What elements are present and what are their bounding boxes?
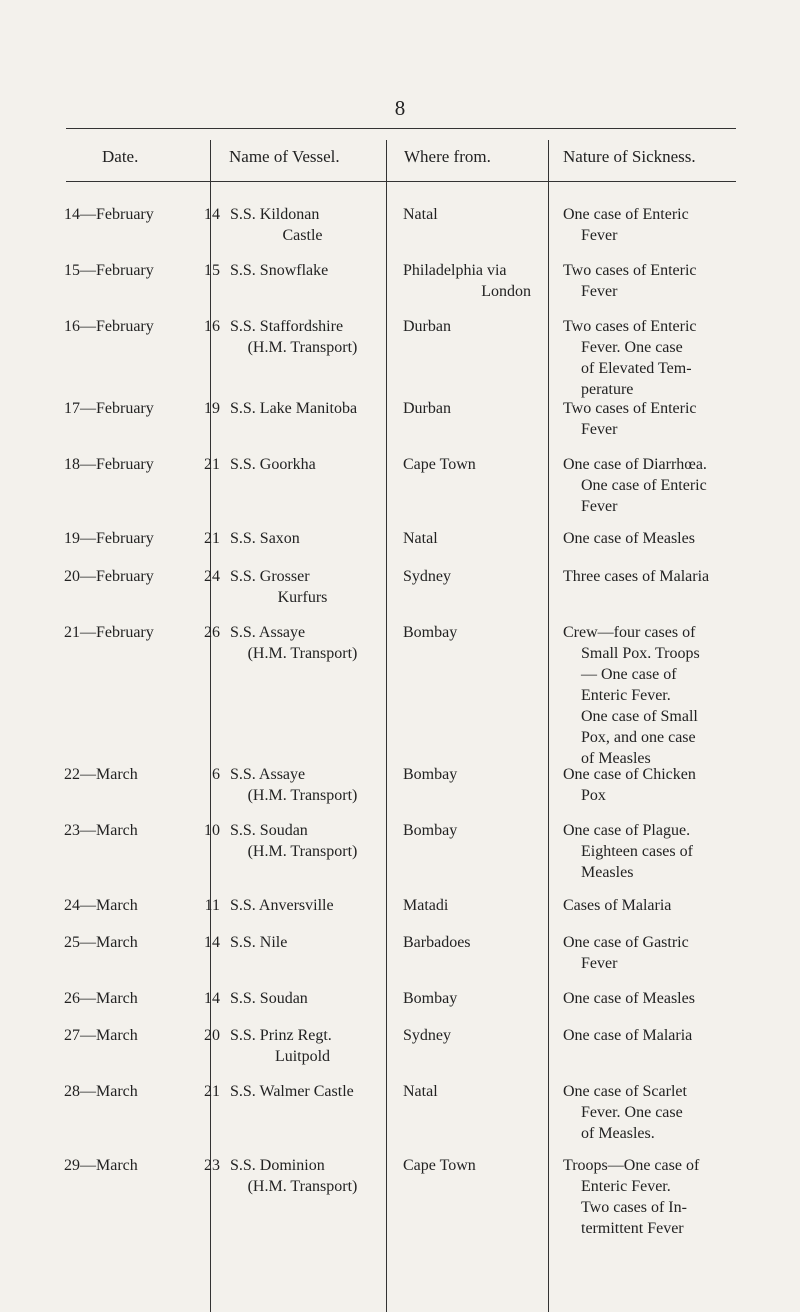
vessel-cell [230, 820, 375, 862]
sickness-line: Measles [581, 864, 634, 881]
sickness-line: Pox, and one case [581, 729, 696, 746]
day-cell: 21 [204, 1083, 220, 1100]
vessel-line: S.S. Assaye [230, 766, 306, 783]
vessel-cell [230, 622, 375, 664]
sickness-line: Enteric Fever. [581, 687, 671, 704]
origin-cell [403, 988, 531, 1009]
sickness-cell [563, 528, 741, 549]
sickness-line: Two cases of Enteric [563, 262, 697, 279]
origin-cell [403, 1025, 531, 1046]
vessel-line: S.S. Snowflake [230, 262, 329, 279]
header-top-rule [66, 128, 736, 129]
vessel-line: S.S. Soudan [230, 990, 308, 1007]
sickness-cell [563, 622, 741, 769]
day-cell: 14 [204, 934, 220, 951]
sickness-line: termittent Fever [581, 1220, 684, 1237]
sickness-line: One case of Diarrhœa. [563, 456, 707, 473]
sickness-cell [563, 820, 741, 883]
sickness-cell [563, 932, 741, 974]
sickness-line: of Elevated Tem- [581, 360, 692, 377]
date-cell: 21—February [64, 624, 154, 641]
origin-line: Natal [403, 1083, 438, 1100]
sickness-line: Enteric Fever. [581, 1178, 671, 1195]
origin-cell [403, 398, 531, 419]
vessel-line: S.S. Goorkha [230, 456, 316, 473]
day-cell: 10 [204, 822, 220, 839]
origin-cell [403, 622, 531, 643]
day-cell: 6 [212, 766, 220, 783]
vessel-line: S.S. Grosser [230, 568, 310, 585]
vessel-line: S.S. Kildonan [230, 206, 320, 223]
sickness-line: Fever. One case [581, 339, 683, 356]
vessel-cell [230, 260, 375, 281]
column-divider-2 [386, 140, 387, 1312]
sickness-line: Two cases of Enteric [563, 318, 697, 335]
date-cell: 25—March [64, 934, 138, 951]
date-cell: 23—March [64, 822, 138, 839]
vessel-cell [230, 988, 375, 1009]
origin-line: Cape Town [403, 456, 476, 473]
origin-line: London [481, 283, 531, 300]
sickness-cell [563, 1081, 741, 1144]
header-nature: Nature of Sickness. [563, 147, 696, 166]
origin-line: Durban [403, 318, 451, 335]
date-cell: 15—February [64, 262, 154, 279]
vessel-line: (H.M. Transport) [247, 645, 358, 662]
origin-cell [403, 566, 531, 587]
origin-line: Philadelphia via [403, 262, 507, 279]
sickness-line: Fever. One case [581, 1104, 683, 1121]
origin-line: Cape Town [403, 1157, 476, 1174]
sickness-cell [563, 316, 741, 400]
day-cell: 20 [204, 1027, 220, 1044]
day-cell: 24 [204, 568, 220, 585]
vessel-line: S.S. Anversville [230, 897, 334, 914]
origin-line: Natal [403, 206, 438, 223]
day-cell: 16 [204, 318, 220, 335]
sickness-line: Fever [581, 498, 618, 515]
origin-cell [403, 454, 531, 475]
day-cell: 14 [204, 206, 220, 223]
date-cell: 16—February [64, 318, 154, 335]
vessel-cell [230, 932, 375, 953]
sickness-line: One case of Measles [563, 530, 695, 547]
vessel-line: S.S. Walmer Castle [230, 1083, 354, 1100]
date-cell: 24—March [64, 897, 138, 914]
date-cell: 27—March [64, 1027, 138, 1044]
sickness-line: Fever [581, 955, 618, 972]
sickness-line: Two cases of In- [581, 1199, 687, 1216]
sickness-line: of Measles. [581, 1125, 655, 1142]
date-cell: 20—February [64, 568, 154, 585]
date-cell: 19—February [64, 530, 154, 547]
origin-line: Barbadoes [403, 934, 471, 951]
vessel-cell [230, 764, 375, 806]
origin-cell [403, 260, 531, 302]
vessel-line: Castle [282, 227, 323, 244]
header-vessel: Name of Vessel. [229, 147, 340, 166]
origin-line: Bombay [403, 624, 458, 641]
vessel-line: S.S. Dominion [230, 1157, 325, 1174]
vessel-line: S.S. Saxon [230, 530, 300, 547]
origin-line: Matadi [403, 897, 449, 914]
sickness-line: — One case of [581, 666, 677, 683]
sickness-line: One case of Enteric [581, 477, 707, 494]
sickness-cell [563, 1155, 741, 1239]
vessel-cell [230, 895, 375, 916]
day-cell: 15 [204, 262, 220, 279]
origin-cell [403, 316, 531, 337]
sickness-line: Eighteen cases of [581, 843, 693, 860]
sickness-cell [563, 764, 741, 806]
origin-line: Durban [403, 400, 451, 417]
page-number: 8 [394, 96, 406, 120]
vessel-cell [230, 1081, 375, 1102]
vessel-line: S.S. Staffordshire [230, 318, 344, 335]
day-cell: 19 [204, 400, 220, 417]
vessel-line: S.S. Prinz Regt. [230, 1027, 332, 1044]
origin-line: Bombay [403, 766, 458, 783]
vessel-line: S.S. Assaye [230, 624, 306, 641]
origin-cell [403, 1155, 531, 1176]
sickness-line: One case of Plague. [563, 822, 691, 839]
date-cell: 29—March [64, 1157, 138, 1174]
day-cell: 21 [204, 456, 220, 473]
sickness-cell [563, 566, 741, 587]
sickness-cell [563, 398, 741, 440]
vessel-line: (H.M. Transport) [247, 787, 358, 804]
column-divider-3 [548, 140, 549, 1312]
origin-cell [403, 1081, 531, 1102]
sickness-line: of Measles [581, 750, 651, 767]
sickness-cell [563, 1025, 741, 1046]
day-cell: 21 [204, 530, 220, 547]
sickness-line: One case of Measles [563, 990, 695, 1007]
origin-line: Sydney [403, 1027, 451, 1044]
sickness-line: Fever [581, 421, 618, 438]
sickness-line: Three cases of Malaria [563, 568, 710, 585]
day-cell: 23 [204, 1157, 220, 1174]
vessel-cell [230, 566, 375, 608]
date-cell: 14—February [64, 206, 154, 223]
sickness-cell [563, 988, 741, 1009]
header-bottom-rule [66, 181, 736, 182]
date-cell: 26—March [64, 990, 138, 1007]
vessel-line: S.S. Nile [230, 934, 288, 951]
sickness-line: perature [581, 381, 634, 398]
origin-cell [403, 204, 531, 225]
vessel-line: Kurfurs [277, 589, 328, 606]
origin-line: Natal [403, 530, 438, 547]
day-cell: 11 [204, 897, 220, 914]
date-cell: 17—February [64, 400, 154, 417]
origin-line: Bombay [403, 822, 458, 839]
date-cell: 28—March [64, 1083, 138, 1100]
vessel-cell [230, 528, 375, 549]
sickness-cell [563, 454, 741, 517]
origin-line: Sydney [403, 568, 451, 585]
date-cell: 18—February [64, 456, 154, 473]
date-cell: 22—March [64, 766, 138, 783]
sickness-line: Two cases of Enteric [563, 400, 697, 417]
sickness-line: Fever [581, 227, 618, 244]
origin-cell [403, 820, 531, 841]
origin-cell [403, 528, 531, 549]
origin-cell [403, 895, 531, 916]
day-cell: 26 [204, 624, 220, 641]
sickness-line: Pox [581, 787, 606, 804]
vessel-cell [230, 398, 375, 419]
sickness-line: Fever [581, 283, 618, 300]
sickness-line: Cases of Malaria [563, 897, 672, 914]
sickness-line: Crew—four cases of [563, 624, 696, 641]
vessel-line: Luitpold [274, 1048, 331, 1065]
vessel-cell [230, 204, 375, 246]
sickness-line: One case of Enteric [563, 206, 689, 223]
origin-cell [403, 932, 531, 953]
vessel-line: (H.M. Transport) [247, 1178, 358, 1195]
vessel-cell [230, 1025, 375, 1067]
sickness-line: One case of Small [581, 708, 698, 725]
origin-line: Bombay [403, 990, 458, 1007]
vessel-cell [230, 316, 375, 358]
sickness-cell [563, 260, 741, 302]
sickness-line: Small Pox. Troops [581, 645, 700, 662]
day-cell: 14 [204, 990, 220, 1007]
vessel-line: S.S. Lake Manitoba [230, 400, 358, 417]
sickness-line: Troops—One case of [563, 1157, 700, 1174]
sickness-line: One case of Gastric [563, 934, 689, 951]
sickness-line: One case of Scarlet [563, 1083, 687, 1100]
vessel-line: (H.M. Transport) [247, 843, 358, 860]
origin-cell [403, 764, 531, 785]
sickness-line: One case of Chicken [563, 766, 696, 783]
sickness-cell [563, 895, 741, 916]
sickness-line: One case of Malaria [563, 1027, 693, 1044]
vessel-line: S.S. Soudan [230, 822, 308, 839]
sickness-cell [563, 204, 741, 246]
vessel-cell [230, 1155, 375, 1197]
vessel-cell [230, 454, 375, 475]
header-from: Where from. [404, 147, 491, 166]
vessel-line: (H.M. Transport) [247, 339, 358, 356]
header-date: Date. [102, 147, 139, 166]
